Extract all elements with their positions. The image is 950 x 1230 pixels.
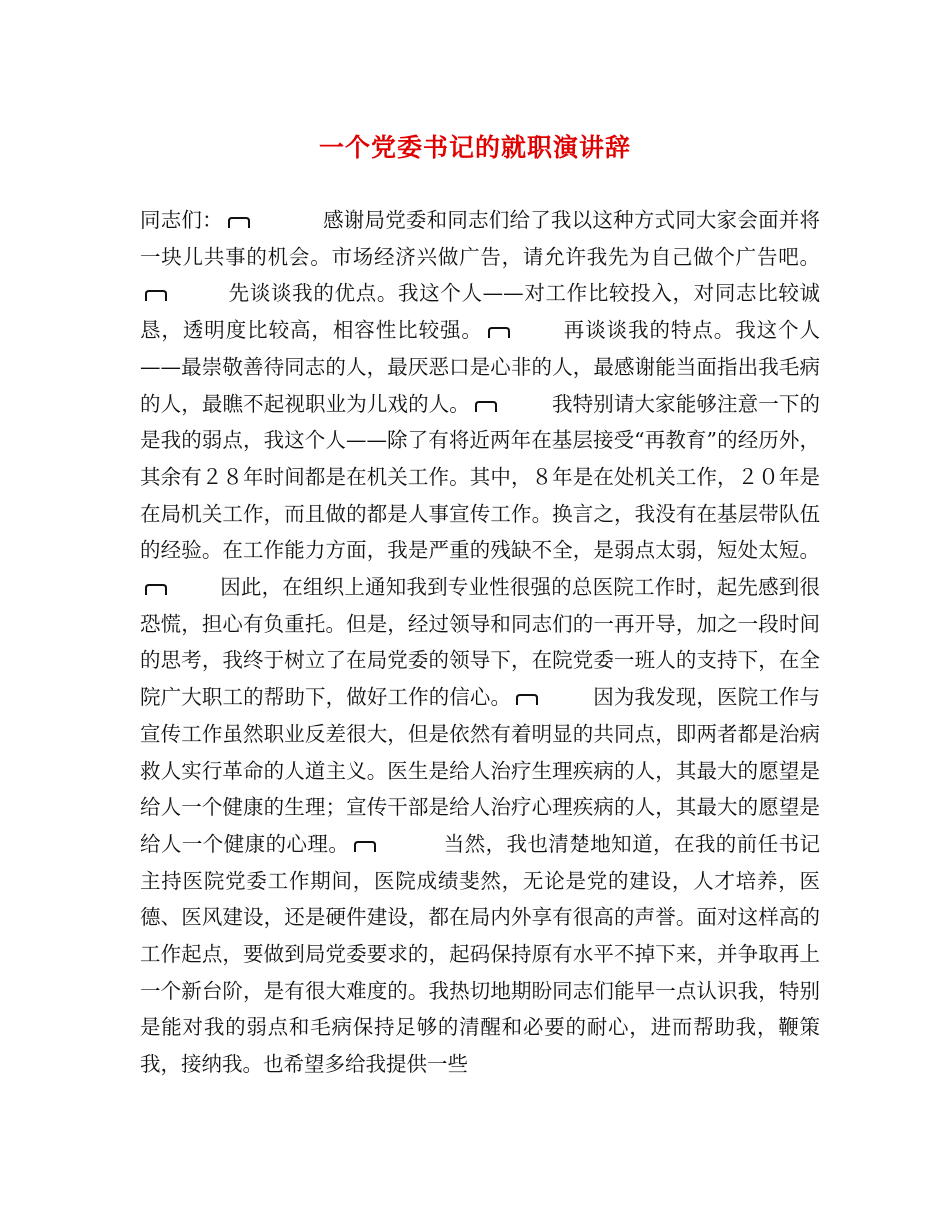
paragraph-text: 同志们： [140, 208, 223, 232]
line-break-mark-icon [474, 399, 498, 413]
paragraph-gap [513, 327, 563, 337]
paragraph-gap [170, 290, 228, 300]
line-break-mark-icon [227, 215, 251, 229]
paragraph-gap [541, 694, 593, 704]
line-break-mark-icon [144, 582, 168, 596]
paragraph-text: 再谈谈我的特点。我这个人——最崇敬善待同志的人，最厌恶口是心非的人，最感谢能当面指出我毛病的人，最瞧不起视职业为儿戏的人。 [140, 318, 821, 416]
paragraph-text: 因此，在组织上通知我到专业性很强的总医院工作时，起先感到很恐慌，担心有负重托。但是，经过领导和同志们的一再开导，加之一段时间的思考，我终于树立了在局党委的领导下，在院党委一班人的支持下，在全院广大职工的帮助下，做好工作的信心。 [140, 575, 820, 710]
paragraph-text: 我特别请大家能够注意一下的是我的弱点，我这个人——除了有将近两年在基层接受“再教育”的经历外，其余有２８年时间都是在机关工作。其中，８年是在处机关工作，２０年是在局机关工作，而且做的都是人事宣传工作。换言之，我没有在基层带队伍的经验。在工作能力方面，我是严重的残缺不全，是弱点太弱，短处太短。 [140, 391, 821, 563]
document-title: 一个党委书记的就职演讲辞 [318, 133, 631, 162]
line-break-mark-icon [487, 325, 511, 339]
paragraph-gap [379, 841, 443, 851]
paragraph-text: 当然，我也清楚地知道，在我的前任书记主持医院党委工作期间，医院成绩斐然，无论是党的建设，人才培养，医德、医风建设，还是硬件建设，都在局内外享有很高的声誉。面对这样高的工作起点，要做到局党委要求的，起码保持原有水平不掉下来，并争取再上一个新台阶，是有很大难度的。我热切地期盼同志们能早一点认识我，特别是能对我的弱点和毛病保持足够的清醒和必要的耐心，进而帮助我，鞭策我，接纳我。也希望多给我提供一些 [140, 831, 821, 1077]
paragraph-text: 先谈谈我的优点。我这个人——对工作比较投入，对同志比较诚恳，透明度比较高，相容性比较强。 [140, 281, 820, 343]
line-break-mark-icon [515, 692, 539, 706]
document-body [140, 202, 820, 1083]
paragraph-text: 因为我发现，医院工作与宣传工作虽然职业反差很大，但是依然有着明显的共同点，即两者都是治病救人实行革命的人道主义。医生是给人治疗生理疾病的人，其最大的愿望是给人一个健康的生理；宣传干部是给人治疗心理疾病的人，其最大的愿望是给人一个健康的心理。 [140, 685, 820, 856]
paragraph-text: 感谢局党委和同志们给了我以这种方式同大家会面并将一块儿共事的机会。市场经济兴做广告，请允许我先为自己做个广告吧。 [140, 208, 821, 269]
paragraph-gap [170, 584, 220, 594]
line-break-mark-icon [144, 288, 168, 302]
line-break-mark-icon [353, 839, 377, 853]
paragraph-gap [500, 401, 552, 411]
paragraph-gap [253, 217, 323, 227]
